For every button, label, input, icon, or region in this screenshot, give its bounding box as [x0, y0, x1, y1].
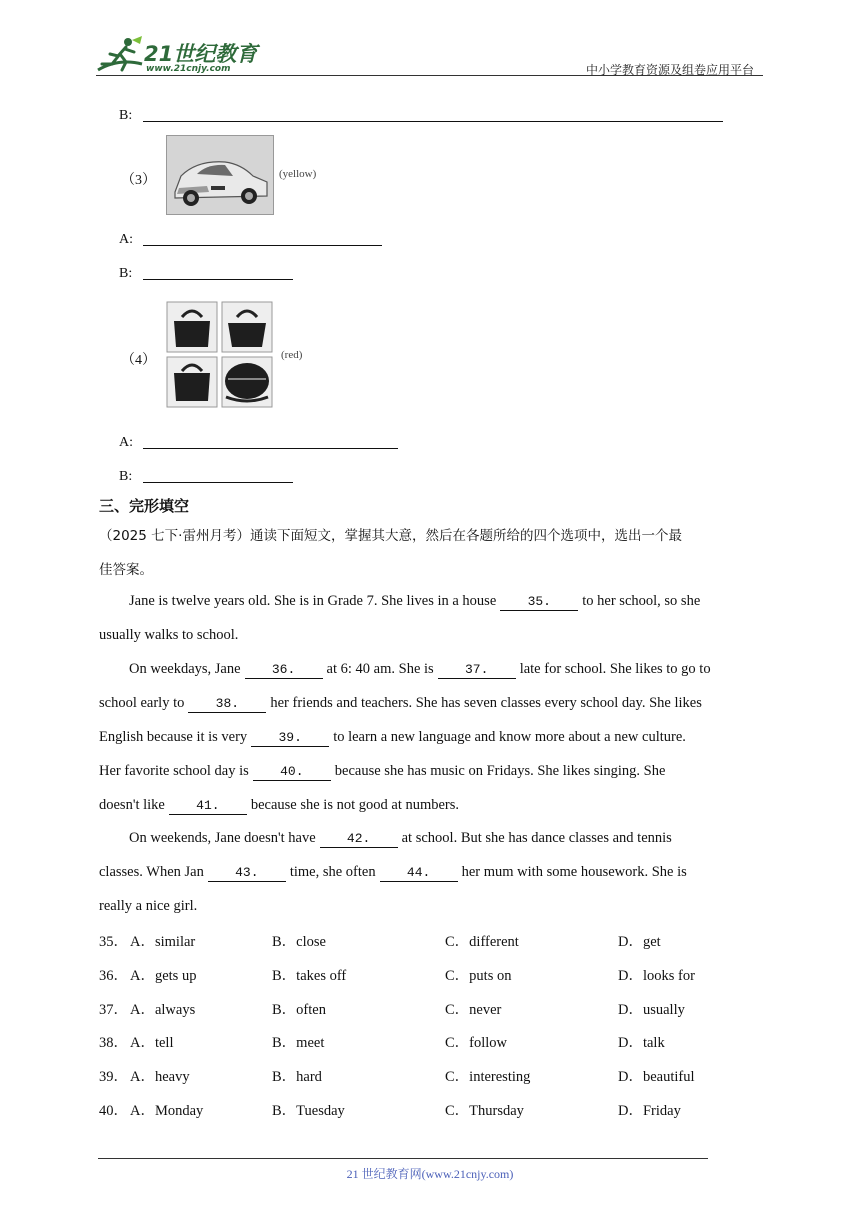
option-b[interactable]: B．Tuesday	[272, 1103, 345, 1119]
answer-label-b: B:	[119, 469, 133, 484]
option-a[interactable]: A．heavy	[130, 1069, 190, 1085]
answer-label-a: A:	[119, 435, 133, 450]
question-number: 39．	[99, 1069, 128, 1085]
option-c[interactable]: C．follow	[445, 1035, 508, 1051]
option-c[interactable]: C．interesting	[445, 1069, 531, 1085]
color-hint-yellow: (yellow)	[279, 168, 317, 180]
blank-42[interactable]: 42.	[320, 831, 398, 848]
option-a[interactable]: A．similar	[130, 934, 196, 950]
answer-line[interactable]	[143, 279, 293, 280]
blank-44[interactable]: 44.	[380, 865, 458, 882]
passage-line: usually walks to school.	[99, 627, 239, 643]
blank-40[interactable]: 40.	[253, 764, 331, 781]
question-number: 37．	[99, 1002, 128, 1018]
question-number: 35．	[99, 934, 128, 950]
question-number: 36．	[99, 968, 128, 984]
passage-line: doesn't like 41. because she is not good at numbers.	[99, 797, 460, 813]
color-hint-red: (red)	[281, 349, 303, 361]
section-instruction: （2025 七下·雷州月考）通读下面短文，掌握其大意，然后在各题所给的四个选项中，选出一个最	[99, 528, 682, 544]
passage-line: school early to 38. her friends and teachers. She has seven classes every school day. She likes	[99, 695, 702, 711]
footer-divider	[98, 1158, 708, 1159]
item-number-3: （3）	[121, 173, 156, 188]
option-b[interactable]: B．hard	[272, 1069, 322, 1085]
runner-logo-icon	[92, 34, 146, 78]
option-c[interactable]: C．different	[445, 934, 519, 950]
option-a[interactable]: A．tell	[130, 1035, 174, 1051]
blank-37[interactable]: 37.	[438, 662, 516, 679]
passage-line: Her favorite school day is 40. because she has music on Fridays. She likes singing. She	[99, 763, 666, 779]
option-d[interactable]: D．beautiful	[618, 1069, 695, 1085]
passage-line: On weekends, Jane doesn't have 42. at school. But she has dance classes and tennis	[129, 830, 672, 846]
handbag-icon	[166, 301, 274, 409]
header-divider	[96, 75, 763, 76]
passage-line: classes. When Jan 43. time, she often 44. her mum with some housework. She is	[99, 864, 687, 880]
answer-line[interactable]	[143, 448, 398, 449]
blank-36[interactable]: 36.	[245, 662, 323, 679]
option-a[interactable]: A．gets up	[130, 968, 197, 984]
option-c[interactable]: C．puts on	[445, 968, 512, 984]
bags-image	[166, 301, 274, 409]
option-d[interactable]: D．Friday	[618, 1103, 681, 1119]
passage-line: really a nice girl.	[99, 898, 198, 914]
option-b[interactable]: B．often	[272, 1002, 326, 1018]
car-image	[166, 135, 274, 215]
answer-line[interactable]	[143, 245, 382, 246]
option-a[interactable]: A．Monday	[130, 1103, 204, 1119]
answer-line[interactable]	[143, 482, 293, 483]
question-number: 40．	[99, 1103, 128, 1119]
item-number-4: （4）	[121, 353, 156, 368]
header-platform-text: 中小学教育资源及组卷应用平台	[585, 63, 754, 77]
answer-label-b: B:	[119, 266, 133, 281]
answer-label-b: B:	[119, 108, 133, 123]
answer-line[interactable]	[143, 121, 723, 122]
blank-35[interactable]: 35.	[500, 594, 578, 611]
section-instruction-cont: 佳答案。	[99, 562, 153, 578]
option-b[interactable]: B．takes off	[272, 968, 347, 984]
option-c[interactable]: C．never	[445, 1002, 502, 1018]
car-icon	[167, 136, 273, 214]
option-b[interactable]: B．meet	[272, 1035, 325, 1051]
logo-url: www.21cnjy.com	[146, 64, 231, 74]
answer-label-a: A:	[119, 232, 133, 247]
passage-line: English because it is very 39. to learn a new language and know more about a new culture.	[99, 729, 686, 745]
blank-41[interactable]: 41.	[169, 798, 247, 815]
blank-43[interactable]: 43.	[208, 865, 286, 882]
blank-38[interactable]: 38.	[188, 696, 266, 713]
option-a[interactable]: A．always	[130, 1002, 196, 1018]
option-d[interactable]: D．looks for	[618, 968, 695, 984]
question-number: 38．	[99, 1035, 128, 1051]
option-d[interactable]: D．talk	[618, 1035, 665, 1051]
passage-line: On weekdays, Jane 36. at 6: 40 am. She is 37. late for school. She likes to go to	[129, 661, 711, 677]
section-title: 三、完形填空	[99, 497, 190, 515]
blank-39[interactable]: 39.	[251, 730, 329, 747]
option-d[interactable]: D．get	[618, 934, 661, 950]
option-d[interactable]: D．usually	[618, 1002, 685, 1018]
logo-text: 21世纪教育	[144, 42, 258, 66]
option-c[interactable]: C．Thursday	[445, 1103, 524, 1119]
footer-link[interactable]: 21 世纪教育网(www.21cnjy.com)	[346, 1167, 514, 1181]
passage-line: Jane is twelve years old. She is in Grade 7. She lives in a house 35. to her school, so she	[129, 593, 701, 609]
site-logo	[92, 34, 262, 78]
option-b[interactable]: B．close	[272, 934, 326, 950]
